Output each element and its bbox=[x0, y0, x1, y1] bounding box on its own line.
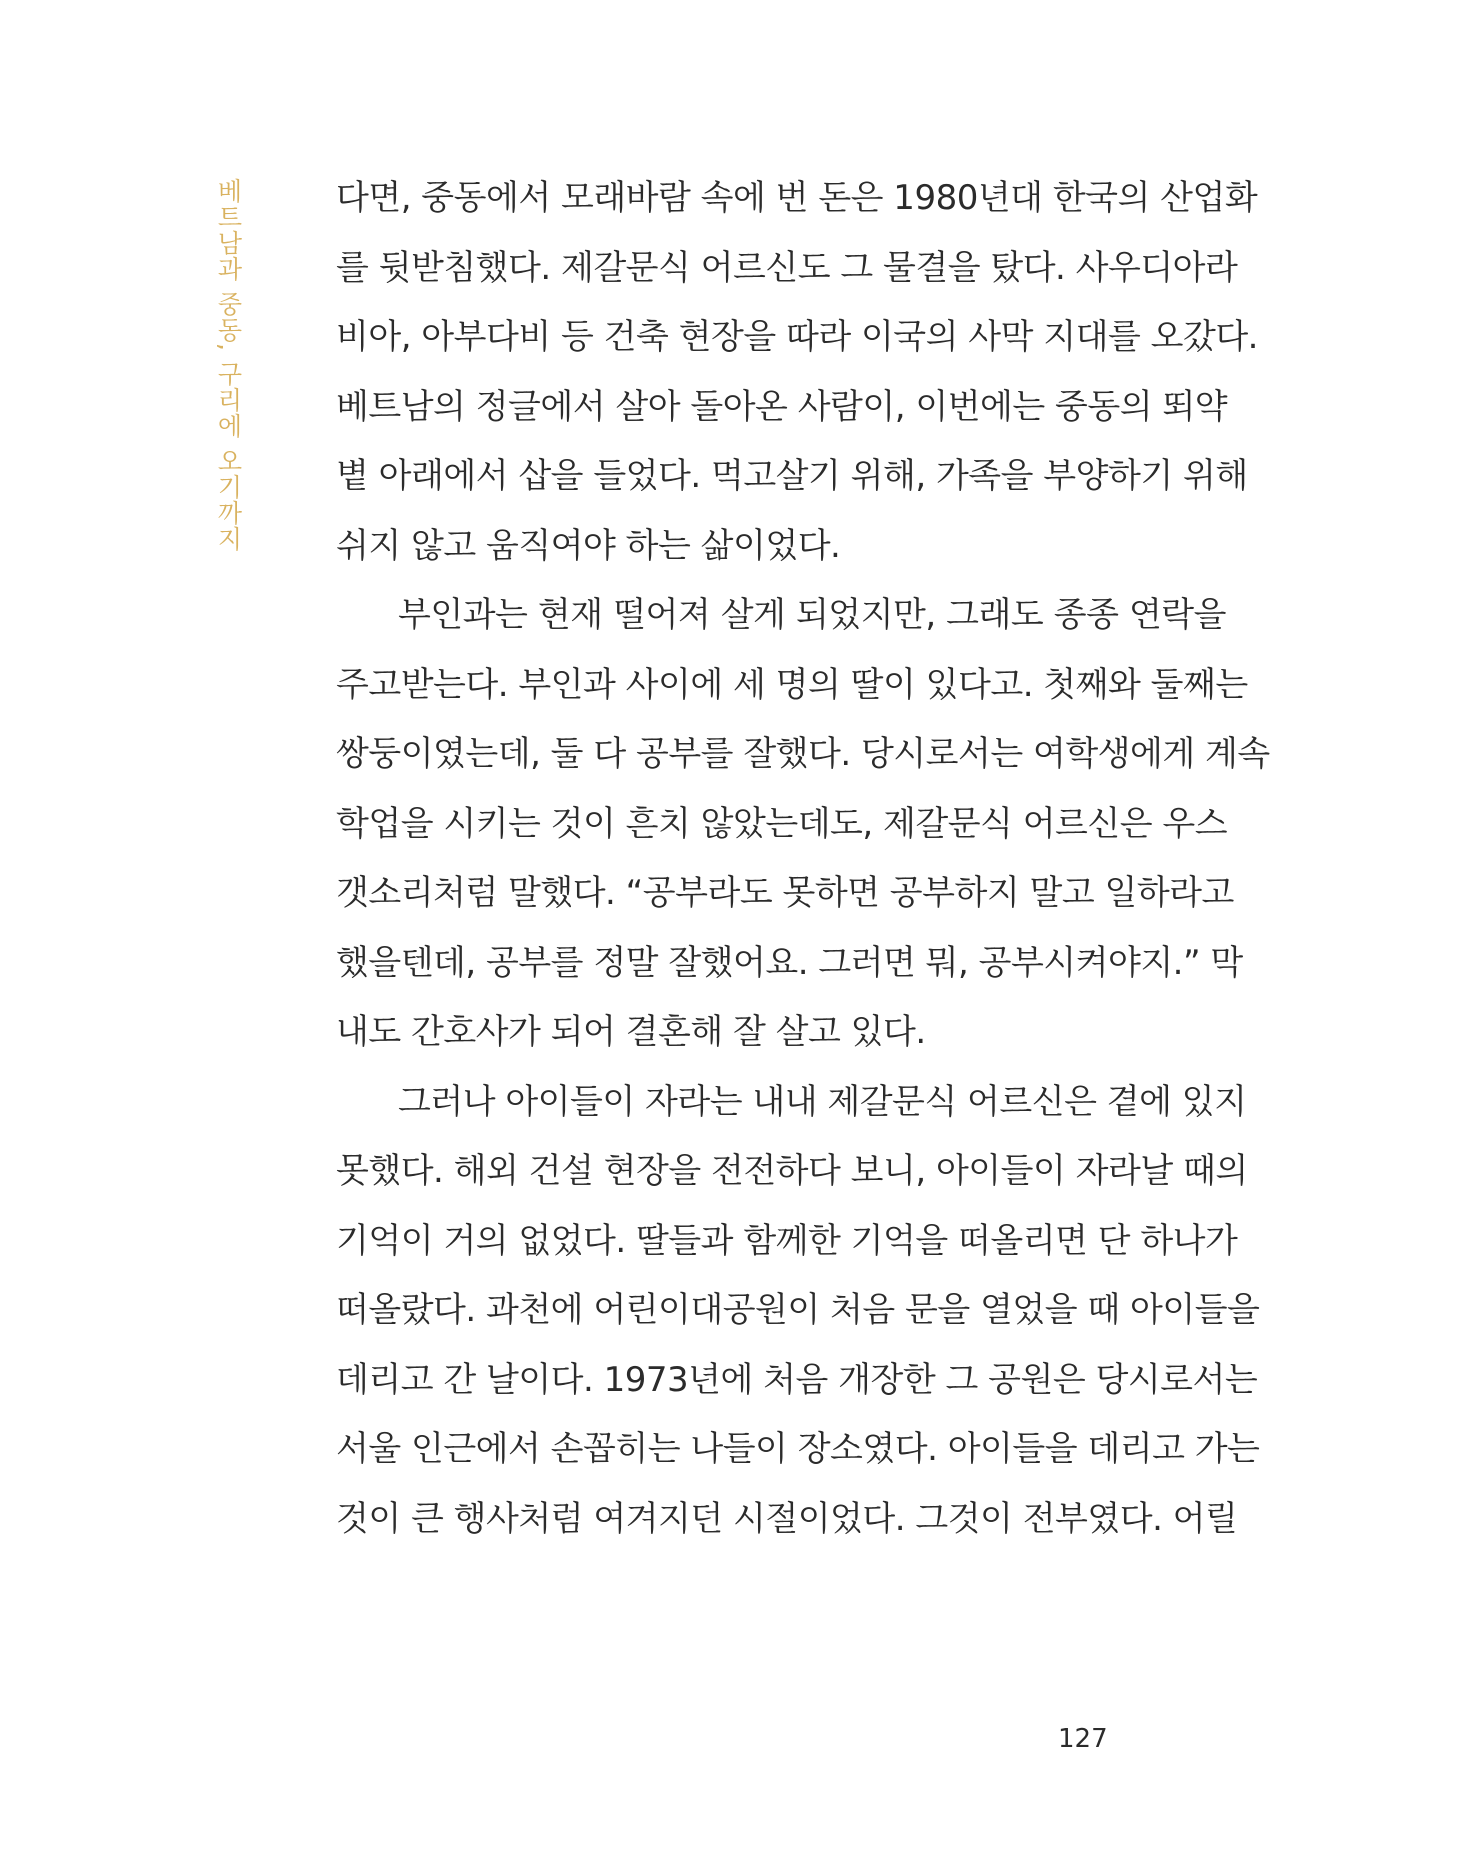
text-line: 했을텐데, 공부를 정말 잘했어요. 그러면 뭐, 공부시켜야지.” 막 bbox=[336, 942, 1243, 983]
text-line: 주고받는다. 부인과 사이에 세 명의 딸이 있다고. 첫째와 둘째는 bbox=[336, 664, 1248, 705]
body-text bbox=[336, 164, 1270, 1554]
text-line: 를 뒷받침했다. 제갈문식 어르신도 그 물결을 탔다. 사우디아라 bbox=[336, 247, 1238, 288]
text-line: 학업을 시키는 것이 흔치 않았는데도, 제갈문식 어르신은 우스 bbox=[336, 803, 1228, 844]
text-line: 볕 아래에서 삽을 들었다. 먹고살기 위해, 가족을 부양하기 위해 bbox=[336, 456, 1248, 496]
text-line: 것이 큰 행사처럼 여겨지던 시절이었다. 그것이 전부였다. 어릴 bbox=[336, 1498, 1238, 1539]
text-line: 쌍둥이였는데, 둘 다 공부를 잘했다. 당시로서는 여학생에게 계속 bbox=[336, 734, 1270, 774]
text-line: 그러나 아이들이 자라는 내내 제갈문식 어르신은 곁에 있지 bbox=[398, 1081, 1247, 1122]
running-head: 베트남과 중동, 구리에 오기까지 bbox=[214, 178, 243, 552]
text-line: 내도 간호사가 되어 결혼해 잘 살고 있다. bbox=[336, 1012, 926, 1052]
text-line: 갯소리처럼 말했다. “공부라도 못하면 공부하지 말고 일하라고 bbox=[336, 873, 1234, 913]
text-line: 데리고 간 날이다. 1973년에 처음 개장한 그 공원은 당시로서는 bbox=[336, 1359, 1258, 1400]
text-line: 부인과는 현재 떨어져 살게 되었지만, 그래도 종종 연락을 bbox=[398, 595, 1226, 635]
text-line: 서울 인근에서 손꼽히는 나들이 장소였다. 아이들을 데리고 가는 bbox=[336, 1429, 1260, 1469]
text-line: 비아, 아부다비 등 건축 현장을 따라 이국의 사막 지대를 오갔다. bbox=[336, 317, 1258, 357]
text-line: 못했다. 해외 건설 현장을 전전하다 보니, 아이들이 자라날 때의 bbox=[336, 1151, 1248, 1191]
page-number: 127 bbox=[1058, 1724, 1108, 1754]
text-line: 다면, 중동에서 모래바람 속에 번 돈은 1980년대 한국의 산업화 bbox=[336, 178, 1258, 218]
text-line: 베트남의 정글에서 살아 돌아온 사람이, 이번에는 중동의 뙤약 bbox=[336, 386, 1228, 427]
text-line: 기억이 거의 없었다. 딸들과 함께한 기억을 떠올리면 단 하나가 bbox=[336, 1220, 1238, 1261]
text-line: 쉬지 않고 움직여야 하는 삶이었다. bbox=[336, 525, 841, 566]
text-line: 떠올랐다. 과천에 어린이대공원이 처음 문을 열었을 때 아이들을 bbox=[336, 1290, 1260, 1330]
